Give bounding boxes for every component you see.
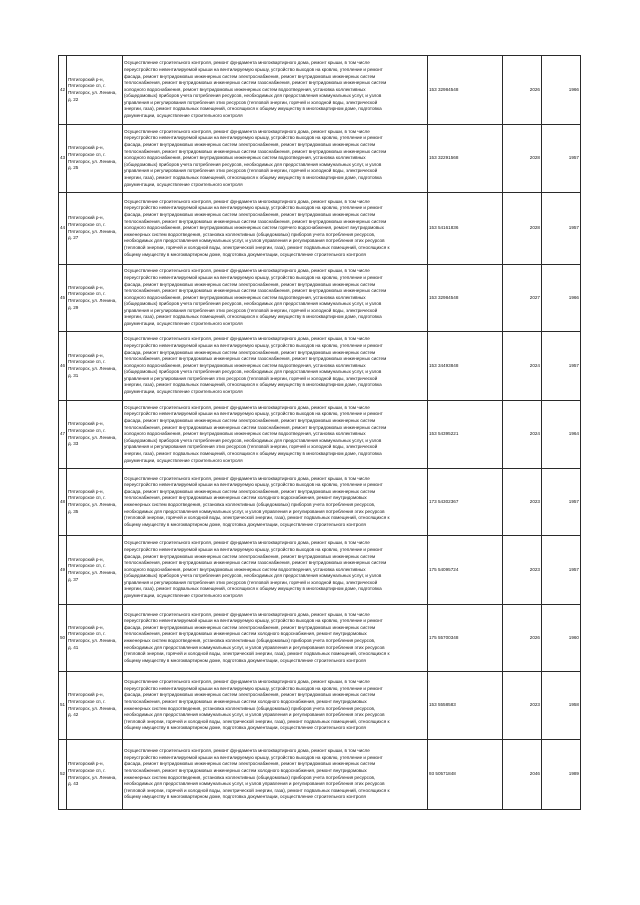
- works-description-cell: Осуществление строительного контроля, ремонт фундамента многоквартирного дома, ремонт крыши, в том числе переустройство невентилируемой крыши на вентилируемую крышу, устройство выходов на кровлю, утепление и ремонт фасада, ремонт внутридомовых инженерных систем электроснабжения, ремонт внутридомовых инженерных систем теплоснабжения, ремонт внутридомовых инженерных систем газоснабжения, ремонт внутридомовых инженерных систем холодного водоснабжения, ремонт внутридомовых инженерных систем водоотведения, установка коллективных (общедомовых) приборов учета потребления ресурсов, необходимых для предоставления коммунальных услуг, и узлов управления и регулирования потребления этих ресурсов (тепловой энергии, горячей и холодной воды, электрической энергии, газа), ремонт подвальных помещений, относящихся к общему имуществу в многоквартирном доме, подготовка документации, осуществление строительного контроля: [123, 536, 428, 605]
- repair-year-cell: 2026: [503, 605, 542, 672]
- repair-year-cell: 2027: [503, 265, 542, 332]
- build-year-cell: 1957: [542, 193, 581, 265]
- works-description-cell: Осуществление строительного контроля, ремонт фундамента многоквартирного дома, ремонт крыши, в том числе переустройство невентилируемой крыши на вентилируемую крышу, устройство выходов на кровлю, утепление и ремонт фасада, ремонт внутридомовых инженерных систем электроснабжения, ремонт внутридомовых инженерных систем теплоснабжения, ремонт внутридомовых инженерных систем газоснабжения, ремонт внутридомовых инженерных систем холодного водоснабжения, ремонт внутридомовых инженерных систем водоотведения, установка коллективных (общедомовых) приборов учета потребления ресурсов, необходимых для предоставления коммунальных услуг, и узлов управления и регулирования потребления этих ресурсов (тепловой энергии, горячей и холодной воды, электрической энергии, газа), ремонт подвальных помещений, относящихся к общему имуществу в многоквартирном доме, подготовка документации, осуществление строительного контроля: [123, 265, 428, 332]
- repair-year-cell: 2023: [503, 672, 542, 740]
- table-row: [59, 332, 581, 401]
- repair-year-cell: 2023: [503, 536, 542, 605]
- cost-cell: 93 50571848: [428, 740, 503, 810]
- document-page: [58, 55, 580, 810]
- build-year-cell: 1957: [542, 125, 581, 193]
- table-row: [59, 401, 581, 469]
- table-row: [59, 193, 581, 265]
- address-cell: Пятигорский р-н, Пятигорское сп, г. Пятигорск, ул. Ленина, д. 25: [67, 125, 123, 193]
- address-cell: Пятигорский р-н, Пятигорское сп, г. Пятигорск, ул. Ленина, д. 37: [67, 536, 123, 605]
- repair-year-cell: 2028: [503, 125, 542, 193]
- works-description-cell: Осуществление строительного контроля, ремонт фундамента многоквартирного дома, ремонт крыши, в том числе переустройство невентилируемой крыши на вентилируемую крышу, устройство выходов на кровлю, утепление и ремонт фасада, ремонт внутридомовых инженерных систем электроснабжения, ремонт внутридомовых инженерных систем теплоснабжения, ремонт внутридомовых инженерных систем холодного водоснабжения, ремонт внутридомовых инженерных систем водоотведения, установка коллективных (общедомовых) приборов учета потребления ресурсов, необходимых для предоставления коммунальных услуг, и узлов управления и регулирования потребления этих ресурсов (тепловой энергии, горячей и холодной воды, электрической энергии, газа), ремонт подвальных помещений, относящихся к общему имуществу в многоквартирном доме, подготовка документации, осуществление строительного контроля: [123, 605, 428, 672]
- table-row: [59, 56, 581, 125]
- repair-year-cell: 2023: [503, 469, 542, 536]
- row-number-cell: 50: [59, 605, 67, 672]
- table-row: [59, 672, 581, 740]
- row-number-cell: 52: [59, 740, 67, 810]
- works-description-cell: Осуществление строительного контроля, ремонт фундамента многоквартирного дома, ремонт крыши, в том числе переустройство невентилируемой крыши на вентилируемую крышу, устройство выходов на кровлю, утепление и ремонт фасада, ремонт внутридомовых инженерных систем электроснабжения, ремонт внутридомовых инженерных систем теплоснабжения, ремонт внутридомовых инженерных систем холодного водоснабжения, ремонт внутридомовых инженерных систем водоотведения, установка коллективных (общедомовых) приборов учета потребления ресурсов, необходимых для предоставления коммунальных услуг, и узлов управления и регулирования потребления этих ресурсов (тепловой энергии, горячей и холодной воды, электрической энергии, газа), ремонт подвальных помещений, относящихся к общему имуществу в многоквартирном доме, подготовка документации, осуществление строительного контроля: [123, 469, 428, 536]
- cost-cell: 153 54395221: [428, 401, 503, 469]
- cost-cell: 153 5558583: [428, 672, 503, 740]
- repair-year-cell: 2026: [503, 56, 542, 125]
- works-description-cell: Осуществление строительного контроля, ремонт фундамента многоквартирного дома, ремонт крыши, в том числе переустройство невентилируемой крыши на вентилируемую крышу, устройство выходов на кровлю, утепление и ремонт фасада, ремонт внутридомовых инженерных систем электроснабжения, ремонт внутридомовых инженерных систем теплоснабжения, ремонт внутридомовых инженерных систем газоснабжения, ремонт внутридомовых инженерных систем холодного водоснабжения, ремонт внутридомовых инженерных систем водоотведения, установка коллективных (общедомовых) приборов учета потребления ресурсов, необходимых для предоставления коммунальных услуг, и узлов управления и регулирования потребления этих ресурсов (тепловой энергии, горячей и холодной воды, электрической энергии, газа), ремонт подвальных помещений, относящихся к общему имуществу в многоквартирном доме, подготовка документации, осуществление строительного контроля: [123, 56, 428, 125]
- build-year-cell: 1957: [542, 536, 581, 605]
- row-number-cell: 43: [59, 125, 67, 193]
- row-number-cell: 44: [59, 193, 67, 265]
- works-description-cell: Осуществление строительного контроля, ремонт фундамента многоквартирного дома, ремонт крыши, в том числе переустройство невентилируемой крыши на вентилируемую крышу, устройство выходов на кровлю, утепление и ремонт фасада, ремонт внутридомовых инженерных систем электроснабжения, ремонт внутридомовых инженерных систем теплоснабжения, ремонт внутридомовых инженерных систем газоснабжения, ремонт внутридомовых инженерных систем холодного водоснабжения, ремонт внутридомовых инженерных систем горячего водоснабжения, ремонт внутридомовых инженерных систем водоотведения, установка коллективных (общедомовых) приборов учета потребления ресурсов, необходимых для предоставления коммунальных услуг, и узлов управления и регулирования потребления этих ресурсов (тепловой энергии, горячей и холодной воды, электрической энергии, газа), ремонт подвальных помещений, относящихся к общему имуществу в многоквартирном доме, подготовка документации, осуществление строительного контроля: [123, 193, 428, 265]
- row-number-cell: 51: [59, 672, 67, 740]
- cost-cell: 173 54302367: [428, 469, 503, 536]
- row-number-cell: 46: [59, 332, 67, 401]
- build-year-cell: 1964: [542, 401, 581, 469]
- table-row: [59, 536, 581, 605]
- address-cell: Пятигорский р-н, Пятигорское сп, г. Пятигорск, ул. Ленина, д. 35: [67, 469, 123, 536]
- repair-year-cell: 2024: [503, 332, 542, 401]
- build-year-cell: 1989: [542, 740, 581, 810]
- build-year-cell: 1957: [542, 332, 581, 401]
- repair-year-cell: 2046: [503, 740, 542, 810]
- works-description-cell: Осуществление строительного контроля, ремонт фундамента многоквартирного дома, ремонт крыши, в том числе переустройство невентилируемой крыши на вентилируемую крышу, устройство выходов на кровлю, утепление и ремонт фасада, ремонт внутридомовых инженерных систем электроснабжения, ремонт внутридомовых инженерных систем теплоснабжения, ремонт внутридомовых инженерных систем холодного водоснабжения, ремонт внутридомовых инженерных систем водоотведения, установка коллективных (общедомовых) приборов учета потребления ресурсов, необходимых для предоставления коммунальных услуг, и узлов управления и регулирования потребления этих ресурсов (тепловой энергии, горячей и холодной воды, электрической энергии, газа), ремонт подвальных помещений, относящихся к общему имуществу в многоквартирном доме, подготовка документации, осуществление строительного контроля: [123, 740, 428, 810]
- address-cell: Пятигорский р-н, Пятигорское сп, г. Пятигорск, ул. Ленина, д. 33: [67, 401, 123, 469]
- cost-cell: 153 32291568: [428, 125, 503, 193]
- build-year-cell: 1966: [542, 56, 581, 125]
- cost-cell: 153 32984548: [428, 56, 503, 125]
- repair-year-cell: 2028: [503, 193, 542, 265]
- works-description-cell: Осуществление строительного контроля, ремонт фундамента многоквартирного дома, ремонт крыши, в том числе переустройство невентилируемой крыши на вентилируемую крышу, устройство выходов на кровлю, утепление и ремонт фасада, ремонт внутридомовых инженерных систем электроснабжения, ремонт внутридомовых инженерных систем теплоснабжения, ремонт внутридомовых инженерных систем газоснабжения, ремонт внутридомовых инженерных систем холодного водоснабжения, ремонт внутридомовых инженерных систем водоотведения, установка коллективных (общедомовых) приборов учета потребления ресурсов, необходимых для предоставления коммунальных услуг, и узлов управления и регулирования потребления этих ресурсов (тепловой энергии, горячей и холодной воды, электрической энергии, газа), ремонт подвальных помещений, относящихся к общему имуществу в многоквартирном доме, подготовка документации, осуществление строительного контроля: [123, 401, 428, 469]
- address-cell: Пятигорский р-н, Пятигорское сп, г. Пятигорск, ул. Ленина, д. 43: [67, 740, 123, 810]
- row-number-cell: 42: [59, 56, 67, 125]
- build-year-cell: 1966: [542, 265, 581, 332]
- cost-cell: 153 34493848: [428, 332, 503, 401]
- table-row: [59, 125, 581, 193]
- table-body: [59, 56, 581, 810]
- works-description-cell: Осуществление строительного контроля, ремонт фундамента многоквартирного дома, ремонт крыши, в том числе переустройство невентилируемой крыши на вентилируемую крышу, устройство выходов на кровлю, утепление и ремонт фасада, ремонт внутридомовых инженерных систем электроснабжения, ремонт внутридомовых инженерных систем теплоснабжения, ремонт внутридомовых инженерных систем газоснабжения, ремонт внутридомовых инженерных систем холодного водоснабжения, ремонт внутридомовых инженерных систем водоотведения, установка коллективных (общедомовых) приборов учета потребления ресурсов, необходимых для предоставления коммунальных услуг, и узлов управления и регулирования потребления этих ресурсов (тепловой энергии, горячей и холодной воды, электрической энергии, газа), ремонт подвальных помещений, относящихся к общему имуществу в многоквартирном доме, подготовка документации, осуществление строительного контроля: [123, 332, 428, 401]
- table-row: [59, 740, 581, 810]
- address-cell: Пятигорский р-н, Пятигорское сп, г. Пятигорск, ул. Ленина, д. 41: [67, 605, 123, 672]
- works-description-cell: Осуществление строительного контроля, ремонт фундамента многоквартирного дома, ремонт крыши, в том числе переустройство невентилируемой крыши на вентилируемую крышу, устройство выходов на кровлю, утепление и ремонт фасада, ремонт внутридомовых инженерных систем электроснабжения, ремонт внутридомовых инженерных систем теплоснабжения, ремонт внутридомовых инженерных систем газоснабжения, ремонт внутридомовых инженерных систем холодного водоснабжения, ремонт внутридомовых инженерных систем водоотведения, установка коллективных (общедомовых) приборов учета потребления ресурсов, необходимых для предоставления коммунальных услуг, и узлов управления и регулирования потребления этих ресурсов (тепловой энергии, горячей и холодной воды, электрической энергии, газа), ремонт подвальных помещений, относящихся к общему имуществу в многоквартирном доме, подготовка документации, осуществление строительного контроля: [123, 125, 428, 193]
- address-cell: Пятигорский р-н, Пятигорское сп, г. Пятигорск, ул. Ленина, д. 29: [67, 265, 123, 332]
- build-year-cell: 1958: [542, 672, 581, 740]
- address-cell: Пятигорский р-н, Пятигорское сп, г. Пятигорск, ул. Ленина, д. 22: [67, 56, 123, 125]
- row-number-cell: 49: [59, 536, 67, 605]
- build-year-cell: 1960: [542, 605, 581, 672]
- cost-cell: 153 54161836: [428, 193, 503, 265]
- repair-year-cell: 2024: [503, 401, 542, 469]
- capital-repair-table: [58, 55, 581, 810]
- address-cell: Пятигорский р-н, Пятигорское сп, г. Пятигорск, ул. Ленина, д. 27: [67, 193, 123, 265]
- row-number-cell: 48: [59, 469, 67, 536]
- table-row: [59, 469, 581, 536]
- cost-cell: 175 54095724: [428, 536, 503, 605]
- address-cell: Пятигорский р-н, Пятигорское сп, г. Пятигорск, ул. Ленина, д. 31: [67, 332, 123, 401]
- works-description-cell: Осуществление строительного контроля, ремонт фундамента многоквартирного дома, ремонт крыши, в том числе переустройство невентилируемой крыши на вентилируемую крышу, устройство выходов на кровлю, утепление и ремонт фасада, ремонт внутридомовых инженерных систем электроснабжения, ремонт внутридомовых инженерных систем теплоснабжения, ремонт внутридомовых инженерных систем холодного водоснабжения, ремонт внутридомовых инженерных систем водоотведения, установка коллективных (общедомовых) приборов учета потребления ресурсов, необходимых для предоставления коммунальных услуг, и узлов управления и регулирования потребления этих ресурсов (тепловой энергии, горячей и холодной воды, электрической энергии, газа), ремонт подвальных помещений, относящихся к общему имуществу в многоквартирном доме, подготовка документации, осуществление строительного контроля: [123, 672, 428, 740]
- table-row: [59, 265, 581, 332]
- row-number-cell: 45: [59, 265, 67, 332]
- cost-cell: 153 32984548: [428, 265, 503, 332]
- address-cell: Пятигорский р-н, Пятигорское сп, г. Пятигорск, ул. Ленина, д. 42: [67, 672, 123, 740]
- table-row: [59, 605, 581, 672]
- cost-cell: 175 55700348: [428, 605, 503, 672]
- build-year-cell: 1957: [542, 469, 581, 536]
- row-number-cell: 47: [59, 401, 67, 469]
